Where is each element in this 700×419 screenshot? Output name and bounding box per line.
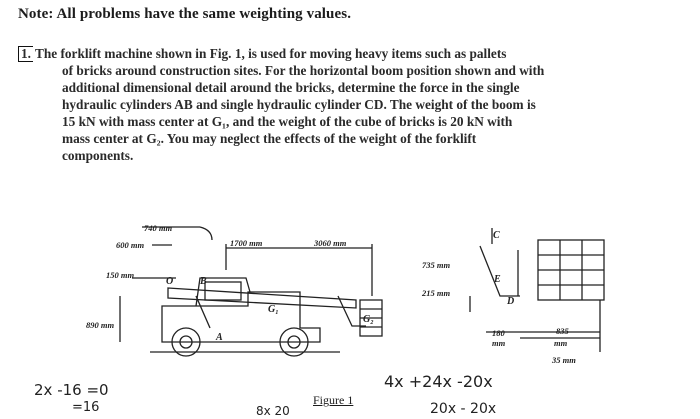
dim-835-unit: mm [554, 338, 568, 348]
dim-890: 890 mm [86, 320, 115, 330]
point-d: D [507, 296, 515, 307]
detail-fork [480, 246, 520, 296]
dim-180: 180 [492, 328, 505, 338]
handwriting-eq4: 20x - 20x [430, 401, 497, 417]
problem-line-7: components. [62, 148, 134, 163]
note-heading: Note: All problems have the same weighting values. [18, 6, 352, 22]
cylinder-ab [196, 296, 210, 328]
problem-number: 1. [18, 46, 33, 62]
dim-150: 150 mm [106, 270, 135, 280]
dim-735: 735 mm [422, 260, 451, 270]
handwriting-eq3: 4x +24x -20x [384, 372, 493, 391]
dim-180-unit: mm [492, 338, 506, 348]
dim-835: 835 [556, 326, 569, 336]
point-g1: G₁ [268, 304, 279, 315]
point-a: A [216, 332, 223, 343]
figure-caption: Figure 1 [313, 393, 354, 407]
point-b: B [200, 276, 207, 287]
point-g2: G₂ [363, 314, 374, 325]
problem-line-4: hydraulic cylinders AB and single hydraulic cylinder CD. The weight of the boom is [62, 97, 536, 112]
point-o: O [166, 276, 174, 287]
point-c: C [493, 230, 500, 241]
dim-3060: 3060 mm [314, 238, 347, 248]
handwriting-eq2: =16 [72, 400, 100, 415]
problem-line-5: 15 kN with mass center at G₁, and the weight of the cube of bricks is 20 kN with [62, 114, 513, 129]
problem-statement [18, 45, 674, 164]
problem-line-6: mass center at G₂. You may neglect the effects of the weight of the forklift [62, 131, 477, 146]
handwriting-eq1: 2x -16 =0 [34, 381, 109, 399]
point-e: E [494, 274, 501, 285]
dim-600: 600 mm [116, 240, 145, 250]
problem-line-2: of bricks around construction sites. For the horizontal boom position shown and with [62, 63, 545, 78]
handwriting-eq5: 8x 20 [256, 404, 290, 418]
problem-line-3: additional dimensional detail around the bricks, determine the force in the single [62, 80, 520, 95]
dim-215: 215 mm [422, 288, 451, 298]
problem-line-1: The forklift machine shown in Fig. 1, is used for moving heavy items such as pallets [34, 46, 507, 61]
dim-740: 740 mm [144, 223, 173, 233]
dim-35: 35 mm [552, 355, 576, 365]
dim-1700: 1700 mm [230, 238, 263, 248]
